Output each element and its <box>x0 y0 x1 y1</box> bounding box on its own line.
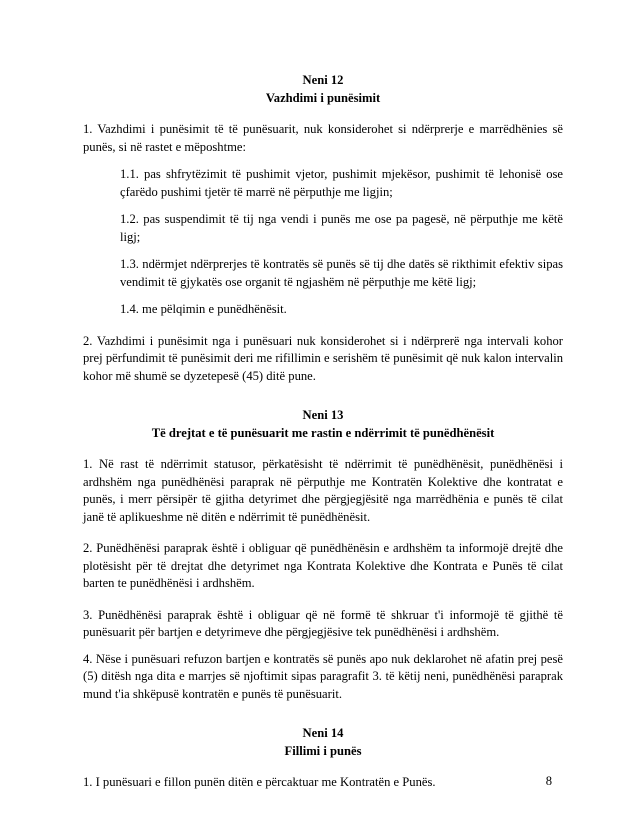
article-13-paragraph-3: 3. Punëdhënësi paraprak është i obliguar që në formë të shkruar t'i informojë të gjithë të punësuarit për bartjen e detyrimeve dhe përgjegjësive tek punëdhënësi i ardhshëm. <box>83 607 563 639</box>
article-12-item-1-3: 1.3. ndërmjet ndërprerjes të kontratës së punës së tij dhe datës së rikthimit efektiv sipas vendimit të gjykatës ose organit të ngjashëm në përputhje me këtë ligj; <box>120 257 563 289</box>
article-12 <box>83 72 563 385</box>
article-14-title: Fillimi i punës <box>284 743 362 758</box>
article-14-number: Neni 14 <box>302 726 344 740</box>
article-12-number: Neni 12 <box>302 73 344 87</box>
article-13-paragraph-4: 4. Nëse i punësuari refuzon bartjen e kontratës së punës apo nuk deklarohet në afatin prej pesë (5) ditësh nga dita e marrjes së njoftimit sipas paragrafit 3. të këtij neni, punëdhënësi paraprak mund t'ia shkëpusë kontratën e punës të punësuarit. <box>83 651 563 701</box>
article-12-item-1-2: 1.2. pas suspendimit të tij nga vendi i punës me ose pa pagesë, në përputhje me këtë ligj; <box>120 212 563 244</box>
article-12-paragraph-1: 1. Vazhdimi i punësimit të të punësuarit, nuk konsiderohet si ndërprerje e marrëdhënies së punës, si në rastet e mëposhtme: <box>83 122 563 154</box>
article-12-item-1-1: 1.1. pas shfrytëzimit të pushimit vjetor, pushimit mjekësor, pushimit të lehonisë ose çfarëdo pushimi tjetër të marrë në përputhje me ligjin; <box>120 167 563 199</box>
article-13 <box>83 407 563 703</box>
article-13-title: Të drejtat e të punësuarit me rastin e ndërrimit të punëdhënësit <box>151 425 495 440</box>
document-body <box>83 72 563 792</box>
article-12-paragraph-2: 2. Vazhdimi i punësimit nga i punësuari nuk konsiderohet si i ndërprerë nga intervali kohor prej përfundimit të punësimit deri me rifillimin e serishëm të punësimit që nuk kalon intervalin kohor më shumë se dyzetepesë (45) ditë pune. <box>83 333 563 383</box>
article-14-paragraph-1: 1. I punësuari e fillon punën ditën e përcaktuar me Kontratën e Punës. <box>83 775 436 789</box>
article-14 <box>83 725 563 792</box>
article-13-paragraph-1: 1. Në rast të ndërrimit statusor, përkatësisht të ndërrimit të punëdhënësit, punëdhënësi i ardhshëm nga punëdhënësi paraprak në përputhje me Kontratën Kolektive dhe kontratat e punës, i merr përsipër të gjitha detyrimet dhe përgjegjësitë nga marrëdhënia e punës të cilat janë të aplikueshme në ditën e ndërrimit të punëdhënësit. <box>83 457 563 524</box>
article-13-number: Neni 13 <box>302 408 344 422</box>
article-12-item-1-4: 1.4. me pëlqimin e punëdhënësit. <box>120 302 287 316</box>
article-12-title: Vazhdimi i punësimit <box>265 90 381 105</box>
page-number: 8 <box>545 774 552 788</box>
article-13-paragraph-2: 2. Punëdhënësi paraprak është i obliguar që punëdhënësin e ardhshëm ta informojë drejtë dhe plotësisht për të drejtat dhe detyrimet nga Kontrata Kolektive dhe Kontrata e Punës të cilat barten te punëdhënësi i ardhshëm. <box>83 541 563 590</box>
